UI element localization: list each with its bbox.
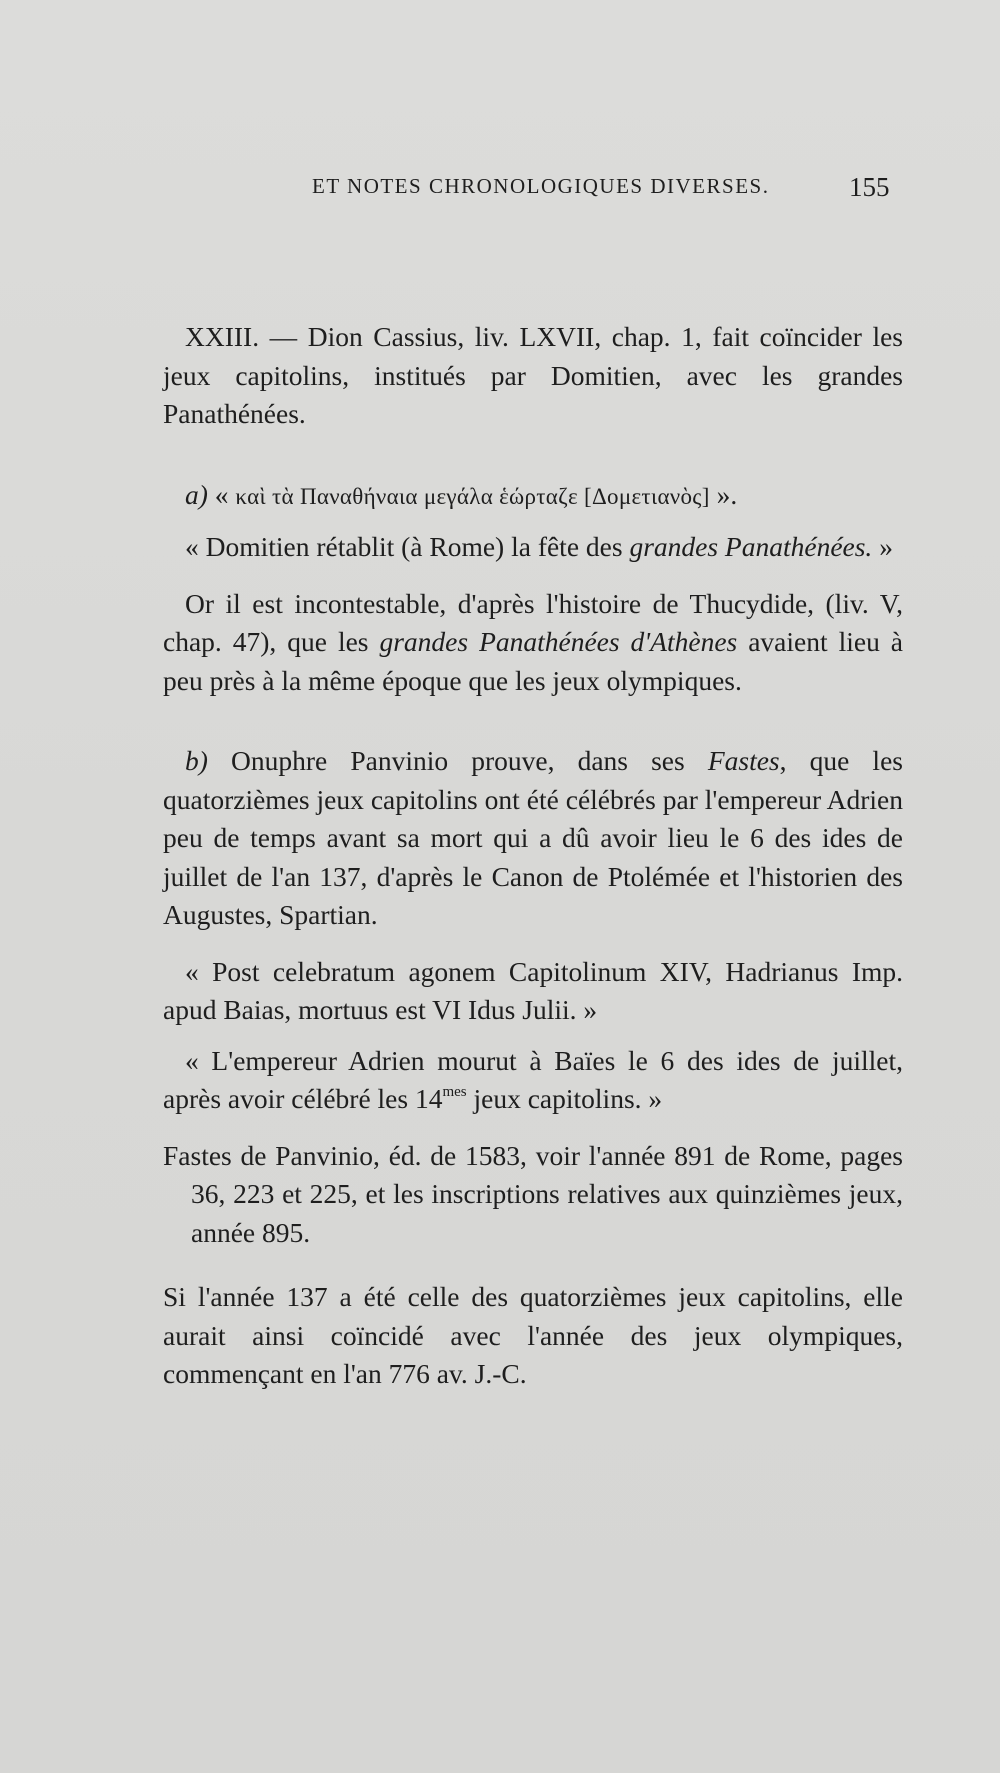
greek-open-quote: « — [214, 478, 236, 510]
greek-text: καὶ τὰ Παναθήναια μεγάλα ἑώρταζε [Δομετιανὸς] — [235, 483, 710, 509]
ordinal-superscript: mes — [442, 1084, 467, 1100]
panvinio-text-end: , que les quatorzièmes jeux capitolins ont été célébrés par l'empereur Adrien peu de temps avant sa mort qui a dû avoir lieu le 6 des ides de juillet de l'an 137, d'après le Canon de Ptolémée et l'historien des Augustes, Spartian. — [163, 745, 903, 930]
panvinio-text: Onuphre Panvinio prouve, dans ses — [207, 745, 708, 776]
greek-close-quote: ». — [709, 478, 738, 510]
translation-text: « Domitien rétablit (à Rome) la fête des — [185, 531, 630, 562]
translation-close: » — [872, 531, 893, 562]
french-quote-end: jeux capitolins. » — [466, 1083, 663, 1114]
item-label-b: b) — [185, 745, 208, 776]
section-xxiii-paragraph: XXIII. — Dion Cassius, liv. LXVII, chap. 1, fait coïncider les jeux capitolins, institués par Domitien, avec les grandes Panathénées. — [163, 321, 903, 429]
page-body — [163, 318, 903, 1394]
french-quote — [163, 1042, 903, 1119]
panvinio-emphasis: Fastes — [707, 745, 780, 776]
page-number: 155 — [849, 172, 890, 202]
latin-quote: « Post celebratum agonem Capitolinum XIV, Hadrianus Imp. apud Baias, mortuus est VI Idus Julii. » — [163, 955, 903, 1025]
thucydides-emphasis: grandes Panathénées d'Athènes — [379, 626, 738, 657]
thucydides-text-end: avaient lieu à peu près à la même époque que les jeux olympiques. — [163, 626, 903, 696]
translation-emphasis: grandes Panathénées. — [629, 531, 873, 562]
french-quote-text: « L'empereur Adrien mourut à Baïes le 6 des ides de juillet, après avoir célébré les 14 — [163, 1044, 903, 1114]
thucydides-paragraph — [163, 585, 903, 701]
item-label-a: a) — [185, 478, 208, 510]
conclusion-paragraph: Si l'année 137 a été celle des quatorzièmes jeux capitolins, elle aurait ainsi coïncidé avec l'année des jeux olympiques, commençant en l'an 776 av. J.-C. — [163, 1281, 903, 1389]
source-reference: Fastes de Panvinio, éd. de 1583, voir l'année 891 de Rome, pages 36, 223 et 225, et les inscriptions relatives aux quinzièmes jeux, année 895. — [163, 1139, 903, 1248]
panvinio-paragraph — [163, 742, 903, 935]
running-head: ET NOTES CHRONOLOGIQUES DIVERSES. — [312, 174, 770, 198]
greek-quote — [163, 476, 903, 517]
greek-translation — [163, 528, 903, 567]
thucydides-text: Or il est incontestable, d'après l'histoire de Thucydide, (liv. V, chap. 47), que les — [163, 587, 903, 657]
